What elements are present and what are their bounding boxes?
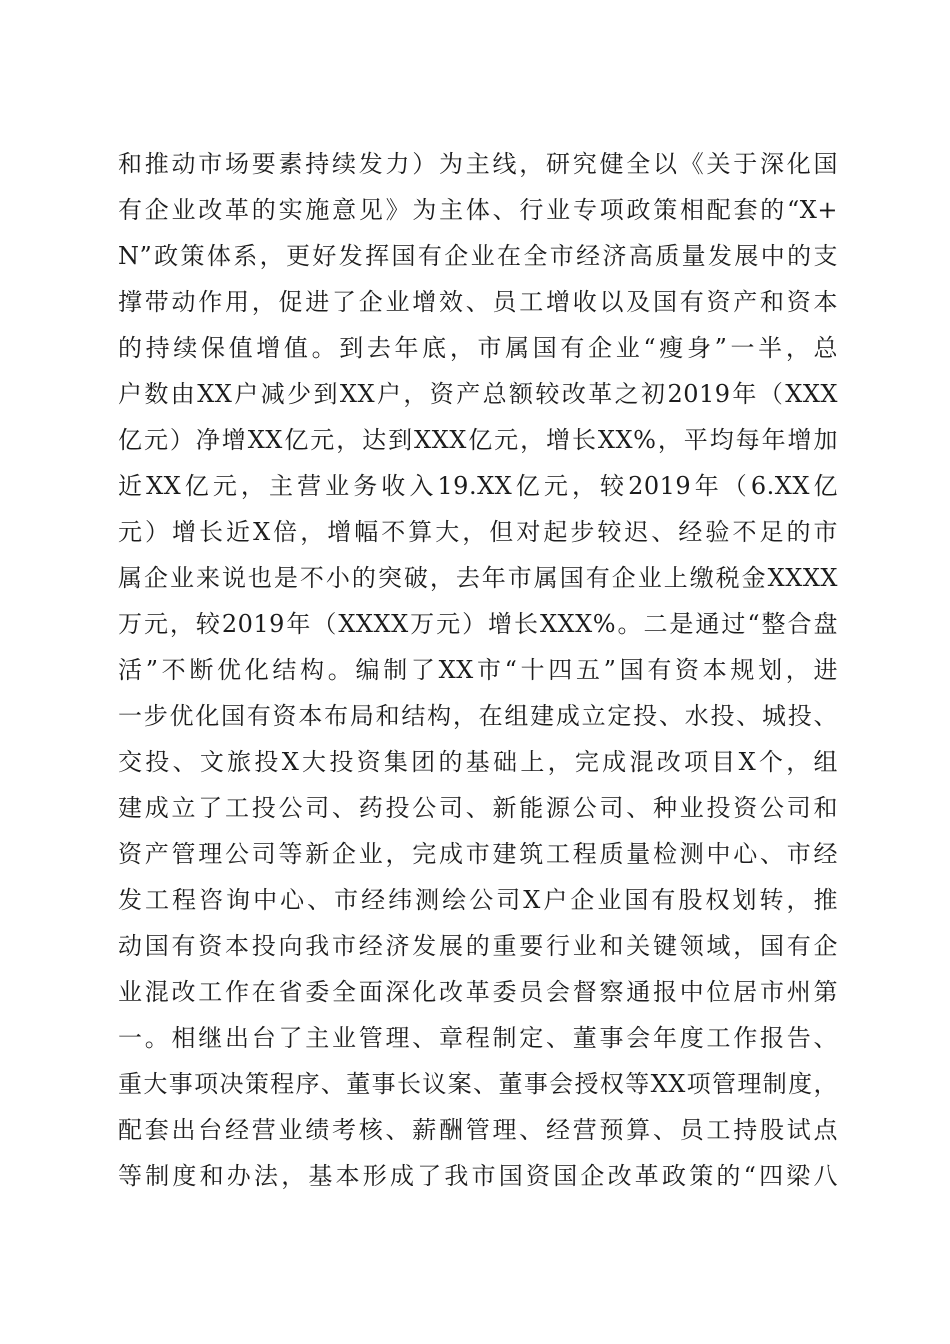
text-line-11: 万元，较2019年（XXXX万元）增长XXX%。二是通过“整合盘 [118,610,838,638]
text-line-15: 建成立了工投公司、药投公司、新能源公司、种业投资公司和 [118,794,838,822]
text-line-10: 属企业来说也是不小的突破，去年市属国有企业上缴税金XXXX [118,564,838,592]
text-line-8: 近XX亿元，主营业务收入19.XX亿元，较2019年（6.XX亿 [118,472,838,500]
text-line-19: 业混改工作在省委全面深化改革委员会督察通报中位居市州第 [118,978,838,1006]
text-line-21: 重大事项决策程序、董事长议案、董事会授权等XX项管理制度， [118,1070,838,1098]
text-line-3: N”政策体系，更好发挥国有企业在全市经济高质量发展中的支 [118,242,838,270]
text-line-12: 活”不断优化结构。编制了XX市“十四五”国有资本规划，进 [118,656,838,684]
text-line-20: 一。相继出台了主业管理、章程制定、董事会年度工作报告、 [118,1024,838,1052]
text-line-14: 交投、文旅投X大投资集团的基础上，完成混改项目X个，组 [118,748,838,776]
text-line-18: 动国有资本投向我市经济发展的重要行业和关键领域，国有企 [118,932,838,960]
text-line-16: 资产管理公司等新企业，完成市建筑工程质量检测中心、市经 [118,840,838,868]
text-line-4: 撑带动作用，促进了企业增效、员工增收以及国有资产和资本 [118,288,838,316]
text-line-2: 有企业改革的实施意见》为主体、行业专项政策相配套的“X+ [118,196,838,224]
text-line-17: 发工程咨询中心、市经纬测绘公司X户企业国有股权划转，推 [118,886,838,914]
text-line-5: 的持续保值增值。到去年底，市属国有企业“瘦身”一半，总 [118,334,838,362]
text-line-6: 户数由XX户减少到XX户，资产总额较改革之初2019年（XXX [118,380,838,408]
text-line-23: 等制度和办法，基本形成了我市国资国企改革政策的“四梁八 [118,1162,838,1190]
text-line-9: 元）增长近X倍，增幅不算大，但对起步较迟、经验不足的市 [118,518,838,546]
text-line-7: 亿元）净增XX亿元，达到XXX亿元，增长XX%，平均每年增加 [118,426,838,454]
text-line-22: 配套出台经营业绩考核、薪酬管理、经营预算、员工持股试点 [118,1116,838,1144]
text-line-1: 和推动市场要素持续发力）为主线，研究健全以《关于深化国 [118,150,838,178]
text-line-13: 一步优化国有资本布局和结构，在组建成立定投、水投、城投、 [118,702,838,730]
body-paragraph [118,141,838,1199]
